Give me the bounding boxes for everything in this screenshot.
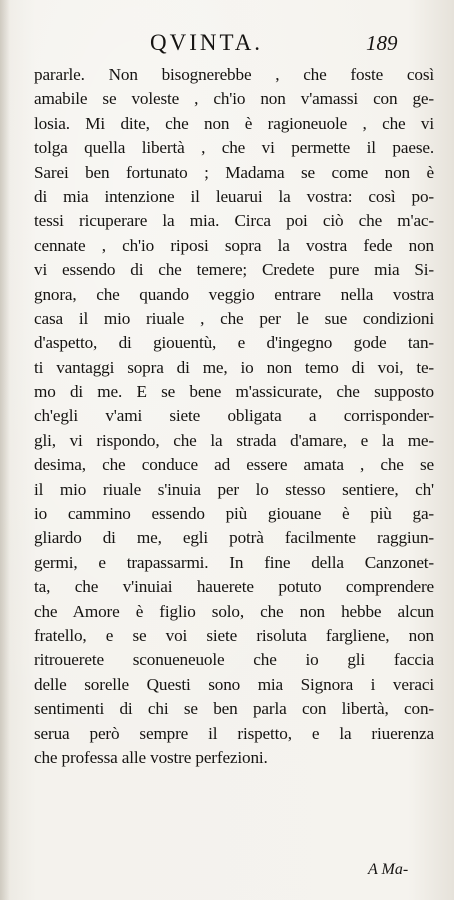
text-line: che professa alle vostre perfezioni. [34, 747, 268, 767]
text-line: losia. Mi dite, che non è ragioneuole , che vi [34, 113, 434, 133]
text-line: germi, e trapassarmi. In fine della Canzonet- [34, 552, 434, 572]
text-line: fratello, e se voi siete risoluta fargliene, non [34, 625, 434, 645]
text-line: cennate , ch'io riposi sopra la vostra fede non [34, 235, 434, 255]
text-line: ritrouerete sconueneuole che io gli faccia [34, 650, 434, 670]
text-line: delle sorelle Questi sono mia Signora i veraci [34, 674, 434, 694]
body-text [34, 63, 434, 770]
text-line: ta, che v'inuiai hauerete potuto comprendere [34, 577, 434, 597]
text-line: ch'egli v'ami siete obligata a corrisponder- [34, 406, 434, 426]
text-line: tessi ricuperare la mia. Circa poi ciò che m'ac- [34, 211, 434, 231]
text-line: casa il mio riuale , che per le sue condizioni [34, 308, 434, 328]
running-head: QVINTA. [150, 30, 264, 55]
text-line: di mia intenzione il leuarui la vostra: così po- [34, 186, 434, 206]
text-line: gnora, che quando veggio entrare nella vostra [34, 284, 434, 304]
text-line: sentimenti di chi se ben parla con libertà, con- [34, 699, 434, 719]
text-line: il mio riuale s'inuia per lo stesso sentiere, ch' [34, 479, 434, 499]
text-line: mo di me. E se bene m'assicurate, che supposto [34, 382, 434, 402]
text-line: serua però sempre il rispetto, e la riuerenza [34, 723, 434, 743]
text-line: d'aspetto, di giouentù, e d'ingegno gode tan- [34, 333, 434, 353]
text-line: amabile se voleste , ch'io non v'amassi con ge- [34, 89, 434, 109]
text-line: gli, vi rispondo, che la strada d'amare, e la me- [34, 430, 434, 450]
text-line: vi essendo di che temere; Credete pure mia Si- [34, 260, 434, 280]
page-number: 189 [366, 31, 398, 55]
catchword: A Ma- [368, 861, 409, 878]
page-header [0, 30, 454, 60]
text-line: tolga quella libertà , che vi permette il paese. [34, 138, 434, 158]
text-line: io cammino essendo più giouane è più ga- [34, 504, 434, 524]
text-line: gliardo di me, egli potrà facilmente raggiun- [34, 528, 434, 548]
text-line: pararle. Non bisognerebbe , che foste così [34, 65, 434, 84]
text-line: desima, che conduce ad essere amata , che se [34, 455, 434, 475]
text-line: Sarei ben fortunato ; Madama se come non è [34, 162, 434, 182]
page-gutter-shadow [0, 0, 10, 900]
text-line: che Amore è figlio solo, che non hebbe alcun [34, 601, 434, 621]
text-line: ti vantaggi sopra di me, io non temo di voi, te- [34, 357, 434, 377]
